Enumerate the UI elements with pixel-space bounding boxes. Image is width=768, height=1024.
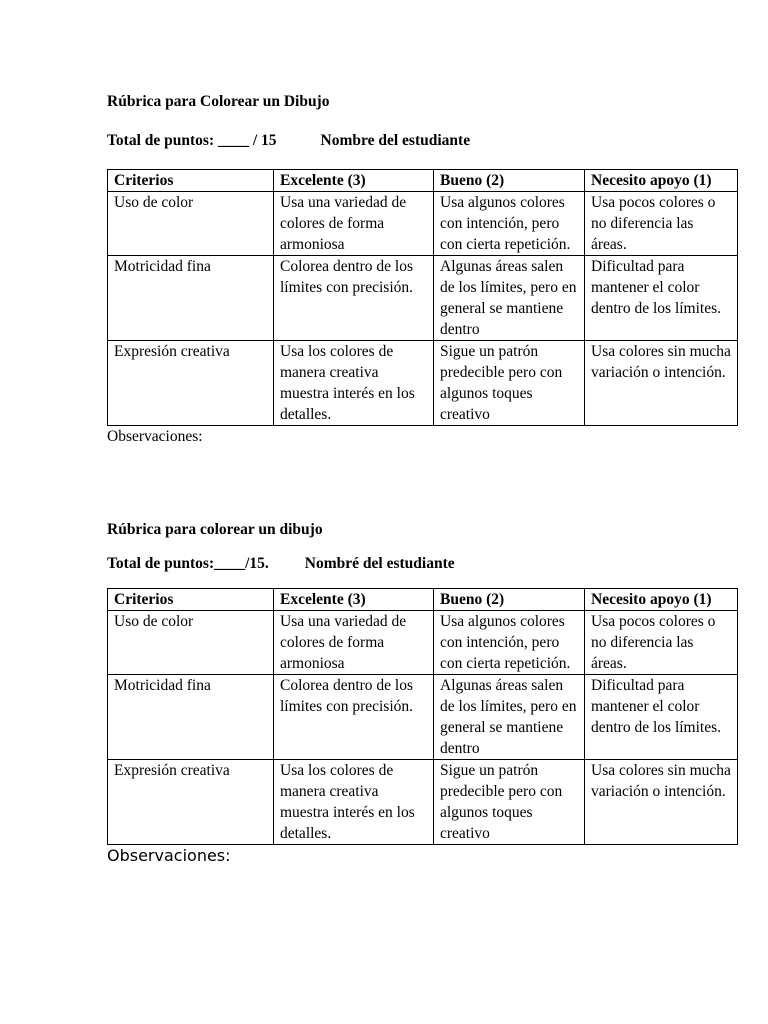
criterion-cell: Expresión creativa	[108, 760, 274, 845]
excelente-cell: Colorea dentro de los límites con precisión.	[274, 256, 434, 341]
criterion-cell: Expresión creativa	[108, 341, 274, 426]
student-name-label: Nombré del estudiante	[304, 555, 455, 572]
rubric-2-table-wrap	[107, 588, 737, 866]
table-row	[108, 192, 738, 256]
criterion-cell: Motricidad fina	[108, 256, 274, 341]
header-excelente: Excelente (3)	[274, 589, 434, 611]
observations-label: Observaciones:	[107, 428, 203, 445]
rubric-title: Rúbrica para colorear un dibujo	[107, 521, 323, 538]
bueno-cell: Usa algunos colores con intención, pero con cierta repetición.	[434, 192, 585, 256]
rubric-1	[107, 92, 737, 112]
criterion-cell: Uso de color	[108, 192, 274, 256]
total-points-label: Total de puntos: ____ / 15	[107, 132, 277, 149]
excelente-cell: Usa los colores de manera creativa muestra interés en los detalles.	[274, 341, 434, 426]
table-row	[108, 760, 738, 845]
table-header-row	[108, 170, 738, 192]
header-bueno: Bueno (2)	[434, 589, 585, 611]
bueno-cell: Algunas áreas salen de los límites, pero en general se mantiene dentro	[434, 256, 585, 341]
table-row	[108, 675, 738, 760]
excelente-cell: Colorea dentro de los límites con precisión.	[274, 675, 434, 760]
header-criterios: Criterios	[108, 589, 274, 611]
header-criterios: Criterios	[108, 170, 274, 192]
rubric-title: Rúbrica para Colorear un Dibujo	[107, 93, 330, 110]
table-row	[108, 341, 738, 426]
excelente-cell: Usa una variedad de colores de forma armoniosa	[274, 611, 434, 675]
table-row	[108, 611, 738, 675]
bueno-cell: Usa algunos colores con intención, pero con cierta repetición.	[434, 611, 585, 675]
excelente-cell: Usa una variedad de colores de forma armoniosa	[274, 192, 434, 256]
total-points-line	[107, 131, 737, 151]
rubric-1-table-wrap	[107, 169, 737, 447]
bueno-cell: Algunas áreas salen de los límites, pero en general se mantiene dentro	[434, 675, 585, 760]
observations-label: Observaciones:	[107, 846, 231, 865]
header-necesito-apoyo: Necesito apoyo (1)	[585, 589, 738, 611]
criterion-cell: Uso de color	[108, 611, 274, 675]
student-name-label: Nombre del estudiante	[320, 132, 471, 149]
bueno-cell: Sigue un patrón predecible pero con algunos toques creativo	[434, 760, 585, 845]
rubric-table	[107, 588, 738, 845]
criterion-cell: Motricidad fina	[108, 675, 274, 760]
necesito-apoyo-cell: Usa pocos colores o no diferencia las áreas.	[585, 192, 738, 256]
header-necesito-apoyo: Necesito apoyo (1)	[585, 170, 738, 192]
necesito-apoyo-cell: Usa colores sin mucha variación o intención.	[585, 760, 738, 845]
necesito-apoyo-cell: Usa pocos colores o no diferencia las áreas.	[585, 611, 738, 675]
necesito-apoyo-cell: Dificultad para mantener el color dentro de los límites.	[585, 675, 738, 760]
header-excelente: Excelente (3)	[274, 170, 434, 192]
total-points-line	[107, 554, 737, 574]
header-bueno: Bueno (2)	[434, 170, 585, 192]
bueno-cell: Sigue un patrón predecible pero con algunos toques creativo	[434, 341, 585, 426]
rubric-2	[107, 520, 737, 540]
necesito-apoyo-cell: Usa colores sin mucha variación o intención.	[585, 341, 738, 426]
total-points-label: Total de puntos:____/15.	[107, 555, 269, 572]
excelente-cell: Usa los colores de manera creativa muestra interés en los detalles.	[274, 760, 434, 845]
necesito-apoyo-cell: Dificultad para mantener el color dentro de los límites.	[585, 256, 738, 341]
table-row	[108, 256, 738, 341]
rubric-2-totals	[107, 554, 737, 574]
rubric-table	[107, 169, 738, 426]
table-header-row	[108, 589, 738, 611]
rubric-1-totals	[107, 131, 737, 151]
